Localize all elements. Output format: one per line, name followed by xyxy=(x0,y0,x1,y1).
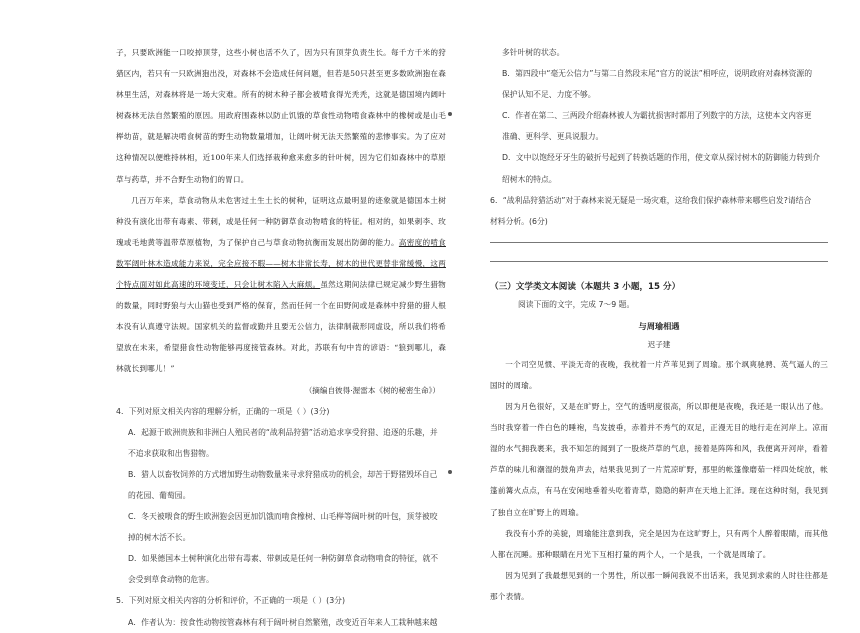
story-para-4: 因为见到了我最想见到的一个男性，所以那一瞬间我说不出话来，我见到求索的人时往往都是那个表情。 xyxy=(490,570,828,601)
q5-option-c: C．作者在第二、三两段介绍森林被人为霸扰损害时都用了列数字的方法，这使本文内容更 准确、更科学、更具说服力。 xyxy=(502,111,812,142)
para2: 几百万年来，草食动物从未危害过土生土长的树种，证明这点最明显的迹象就是德国本土树种没有演化出带有毒素、带刺，或是任何一种防御草食动物啃食的特征。相对的，如果刺李、玫瑰或毛地黄等温带草原植物，为了保护自己与草食动物抗衡而发展出防御的能力。高密度的啃食数军阔叶林木造成能力来说，完全应接不暇——树木非常长寿，树木的世代更替非常缓慢，这两个特点面对如此高速的环境变迁，只会让树木陷入大麻烦。虽然这期间法律已规定减少野生猎物的数量，同时野狼与大山猫也受到严格的保育，然而任何一个在田野间或是森林中狩猎的猎人根本没有认真遵守法规。国家机关的监督或勤并且要无公信力，法律制裁形同虚设，所以我们将希望放在未来，希望猎食性动物能够再度接管森林。对此，苏联有句中肯的谚语：“狼到哪儿，森林就长到哪儿！” xyxy=(116,195,446,374)
q4-option-c: C．冬天被喂食的野生欧洲狍会因更加饥饿而啃食橡树、山毛榉等阔叶树的叶包，顶芽被咬 掉的树木活不长。 xyxy=(128,512,438,543)
right-column xyxy=(490,42,828,607)
story-author: 迟子建 xyxy=(647,339,671,349)
q5-option-b: B．第四段中“毫无公信力”与第二自然段末尾“官方的说法”相呼应，说明政府对森林资源的 保护认知不足、力度不够。 xyxy=(502,69,812,100)
section-3-instruction: 阅读下面的文字，完成 7～9 题。 xyxy=(518,299,635,309)
q4-option-b: B．猎人以畜牧饲养的方式增加野生动物数量来寻求狩猎成功的机会，却苦于野猪毁坏自己 的花园、葡萄园。 xyxy=(128,469,438,500)
q5-option-d: D．文中以饱经牙牙生的破折号起到了转换话题的作用，使文章从探讨树木的防御能力转到介 绍树木的特点。 xyxy=(502,153,820,184)
question-5: 5．下列对原文相关内容的分析和评价，不正确的一项是（ ）(3分) xyxy=(116,596,345,606)
answer-line[interactable] xyxy=(490,261,828,262)
q4-option-a: A．起源于欧洲贵族和非洲白人殖民者的“战利品狩猎”活动追求享受狩猎、追逐的乐趣，并 不追求获取和出售猎物。 xyxy=(128,427,438,458)
question-6: 6．“战利品狩猎活动”对于森林来说无疑是一场灾难，这给我们保护森林带来哪些启发?请结合 材料分析。(6分) xyxy=(490,195,812,226)
left-column xyxy=(116,42,446,633)
para1: 子，只要欧洲能一口咬掉顶芽，这些小树也活不久了，因为只有顶芽负责生长。每千方千米的狩猎区内，若只有一只欧洲狍出没，对森林不会造成任何问题，但若是50只甚至更多数欧洲狍在森林里生活，对森林将是一场大灾难。所有的树木种子都会被啃食得光秃秃，这就是德国境内阔叶树森林无法自然繁殖的原因。用政府围森林以防止饥饿的草食性动物啃食森林中的橡树或是山毛榉幼苗，就是解决啃食树苗的野生动物数量增加，让阔叶树无法天然繁殖的悲惨事实。为了应对这种情况以便维持林相，近100年来人们选择栽种愈来愈多的针叶树，因为它们如森林中的草原草与药草，并不合野生动物们的胃口。 xyxy=(116,48,447,184)
section-3-title: （三）文学类文本阅读（本题共 3 小题，15 分） xyxy=(490,281,681,292)
binding-dot xyxy=(448,112,452,116)
answer-line[interactable] xyxy=(490,242,828,243)
q5-option-a: A．作者认为：按食性动物按管森林有利于阔叶树自然繁殖，改变近百年来人工栽种越来越 xyxy=(128,617,438,627)
q4-option-d: D．如果德国本土树种演化出带有毒素、带刺或是任何一种防御草食动物啃食的特征，就不 会受到草食动物的危害。 xyxy=(128,554,439,585)
story-title: 与周瑜相遇 xyxy=(638,320,680,331)
question-4: 4．下列对原文相关内容的理解分析，正确的一项是（ ）(3分) xyxy=(116,406,330,416)
story-para-1: 一个司空见惯、平淡无奇的夜晚，我枕着一片芦苇见到了周瑜。那个飒爽驰骋、英气逼人的三国时的周瑜。 xyxy=(490,359,828,390)
source-citation: （摘编自彼得·渥雷本《树的秘密生命》） xyxy=(304,385,440,395)
story-para-3: 我没有小乔的美貌，周瑜能注意到我，完全是因为在这旷野上，只有两个人醉着眼睛，而其他人都在沉睡。那种眼睛在月光下互相打量的两个人，一个是我，一个就是周瑜了。 xyxy=(490,528,828,559)
binding-dot xyxy=(448,470,452,474)
story-para-2: 因为月色很好，又是在旷野上，空气的透明度很高，所以即便是夜晚，我还是一眼认出了他。当时我穿着一件白色的睡袍，鸟发披垂，赤着并不秀气的双足，正漫无目的地行走在河岸上。凉而湿的水气拥我裹来，我不知怎的闻到了一股烧芦草的气息，接着是阵阵和风，我便离开河岸，看着芦草的味儿和潮湿的鼓角声去，结果我见到了一片荒凉旷野，那里的帐篷像磨茹一样四处绽放，帐篷前篝火点点，有马在安闲地垂着头吃着青草，隐隐的鼾声在天地上汇泽。现在这种时刻，我见到了独自立在旷野上的周瑜。 xyxy=(490,402,829,517)
q5-option-a-cont: 多针叶树的状态。 xyxy=(502,48,565,57)
